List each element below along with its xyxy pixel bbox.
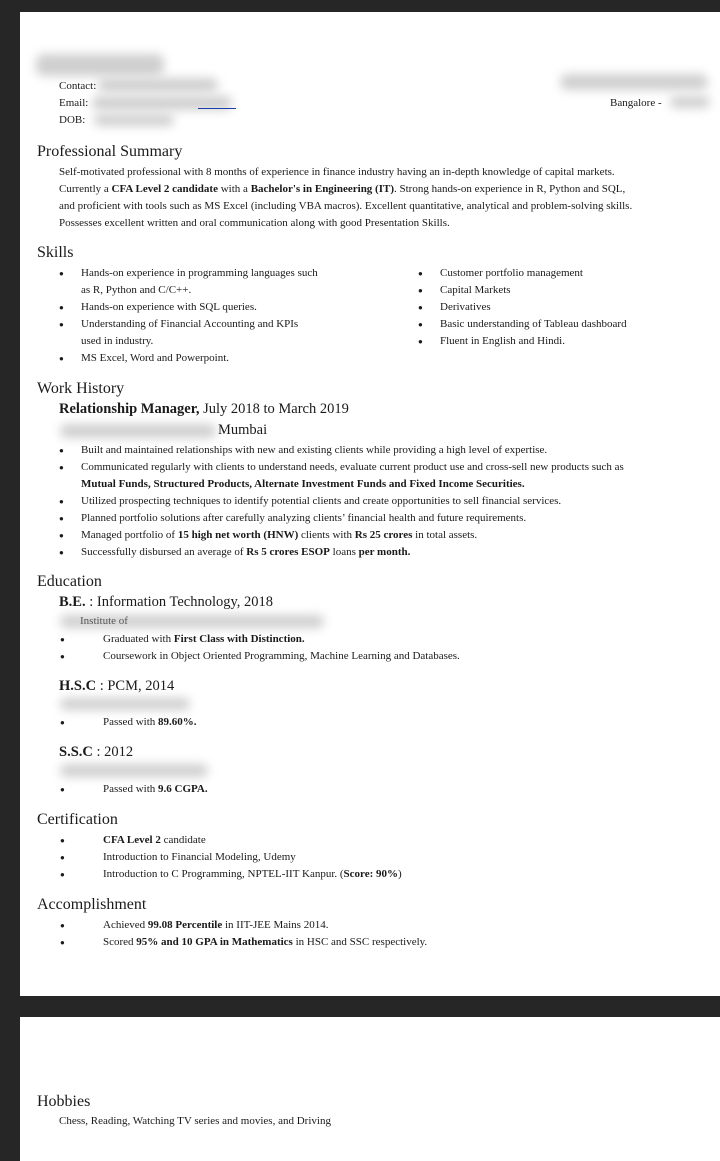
redacted-dob	[94, 114, 174, 126]
list-item: ● Derivatives	[418, 299, 698, 316]
list-item: ● Passed with 9.6 CGPA.	[59, 781, 709, 798]
list-item: ● Graduated with First Class with Distinction.	[59, 631, 709, 648]
list-item: ● Understanding of Financial Accounting and KPIs used in industry.	[59, 316, 389, 350]
list-item: ● Scored 95% and 10 GPA in Mathematics in HSC and SSC respectively.	[59, 934, 709, 951]
email-label: Email:	[59, 97, 89, 109]
job-city: Mumbai	[218, 422, 268, 438]
work-bullets	[59, 442, 709, 561]
hsc-bullets	[59, 714, 709, 731]
certification-bullets	[59, 832, 709, 883]
dob-label: DOB:	[59, 114, 86, 126]
list-item: ● Introduction to C Programming, NPTEL-IIT Kanpur. (Score: 90%)	[59, 866, 709, 883]
be-institute-fragment: Institute of	[80, 615, 128, 627]
summary-line-1: Self-motivated professional with 8 months of experience in finance industry having an in-depth knowledge of capital markets.	[59, 166, 615, 178]
hobbies-text: Chess, Reading, Watching TV series and movies, and Driving	[59, 1115, 331, 1127]
summary-line-4: Possesses excellent written and oral communication along with good Presentation Skills.	[59, 217, 450, 229]
redacted-employer	[60, 424, 216, 438]
list-item: ● Customer portfolio management	[418, 265, 698, 282]
list-item: ● Communicated regularly with clients to understand needs, evaluate current product use and cross-sell new products such as Mutual Funds, Structured Products, Alternate Investment Funds and Fixed Income Securities.	[59, 459, 709, 493]
accomplishment-heading: Accomplishment	[37, 896, 147, 913]
list-item: ● Successfully disbursed an average of Rs 5 crores ESOP loans per month.	[59, 544, 709, 561]
summary-line-2: Currently a CFA Level 2 candidate with a Bachelor's in Engineering (IT). Strong hands-on experience in R, Python and SQL,	[59, 183, 626, 195]
redacted-ssc-school	[60, 764, 208, 777]
list-item: ● Achieved 99.08 Percentile in IIT-JEE Mains 2014.	[59, 917, 709, 934]
list-item: ● MS Excel, Word and Powerpoint.	[59, 350, 389, 367]
work-heading: Work History	[37, 380, 125, 397]
list-item: ● Fluent in English and Hindi.	[418, 333, 698, 350]
resume-page-1	[20, 12, 720, 996]
summary-heading: Professional Summary	[37, 143, 183, 160]
list-item: ● Capital Markets	[418, 282, 698, 299]
contact-label: Contact:	[59, 80, 97, 92]
list-item: ● Coursework in Object Oriented Programming, Machine Learning and Databases.	[59, 648, 709, 665]
be-degree-line: B.E. : Information Technology, 2018	[59, 594, 274, 610]
email-link-underline[interactable]	[198, 108, 236, 109]
list-item: ● Introduction to Financial Modeling, Udemy	[59, 849, 709, 866]
resume-page-2	[20, 1017, 720, 1161]
hobbies-heading: Hobbies	[37, 1093, 91, 1110]
redacted-address	[560, 74, 708, 90]
be-bullets	[59, 631, 709, 665]
redacted-name	[36, 54, 164, 76]
ssc-bullets	[59, 781, 709, 798]
list-item: ● Hands-on experience with SQL queries.	[59, 299, 389, 316]
accomplishment-bullets	[59, 917, 709, 951]
skills-heading: Skills	[37, 244, 74, 261]
skills-left-list	[59, 265, 389, 367]
list-item: ● Passed with 89.60%.	[59, 714, 709, 731]
redacted-pincode	[670, 96, 710, 108]
summary-line-3: and proficient with tools such as MS Excel (including VBA macros). Excellent quantitative, analytical and problem-solving skills.	[59, 200, 633, 212]
skills-right-list	[418, 265, 698, 350]
redacted-hsc-school	[60, 698, 190, 710]
ssc-degree-line: S.S.C : 2012	[59, 744, 134, 760]
list-item: ● Basic understanding of Tableau dashboard	[418, 316, 698, 333]
list-item: ● Utilized prospecting techniques to identify potential clients and create opportunities to sell financial services.	[59, 493, 709, 510]
list-item: ● Hands-on experience in programming languages such as R, Python and C/C++.	[59, 265, 389, 299]
list-item: ● Managed portfolio of 15 high net worth (HNW) clients with Rs 25 crores in total assets.	[59, 527, 709, 544]
list-item: ● Planned portfolio solutions after carefully analyzing clients’ financial health and future requirements.	[59, 510, 709, 527]
redacted-phone	[98, 78, 218, 92]
hsc-degree-line: H.S.C : PCM, 2014	[59, 678, 175, 694]
list-item: ● Built and maintained relationships with new and existing clients while providing a high level of expertise.	[59, 442, 709, 459]
list-item: ● CFA Level 2 candidate	[59, 832, 709, 849]
location-text: Bangalore -	[610, 97, 662, 109]
education-heading: Education	[37, 573, 102, 590]
certification-heading: Certification	[37, 811, 118, 828]
job-title-line: Relationship Manager, July 2018 to March 2019	[59, 401, 349, 417]
